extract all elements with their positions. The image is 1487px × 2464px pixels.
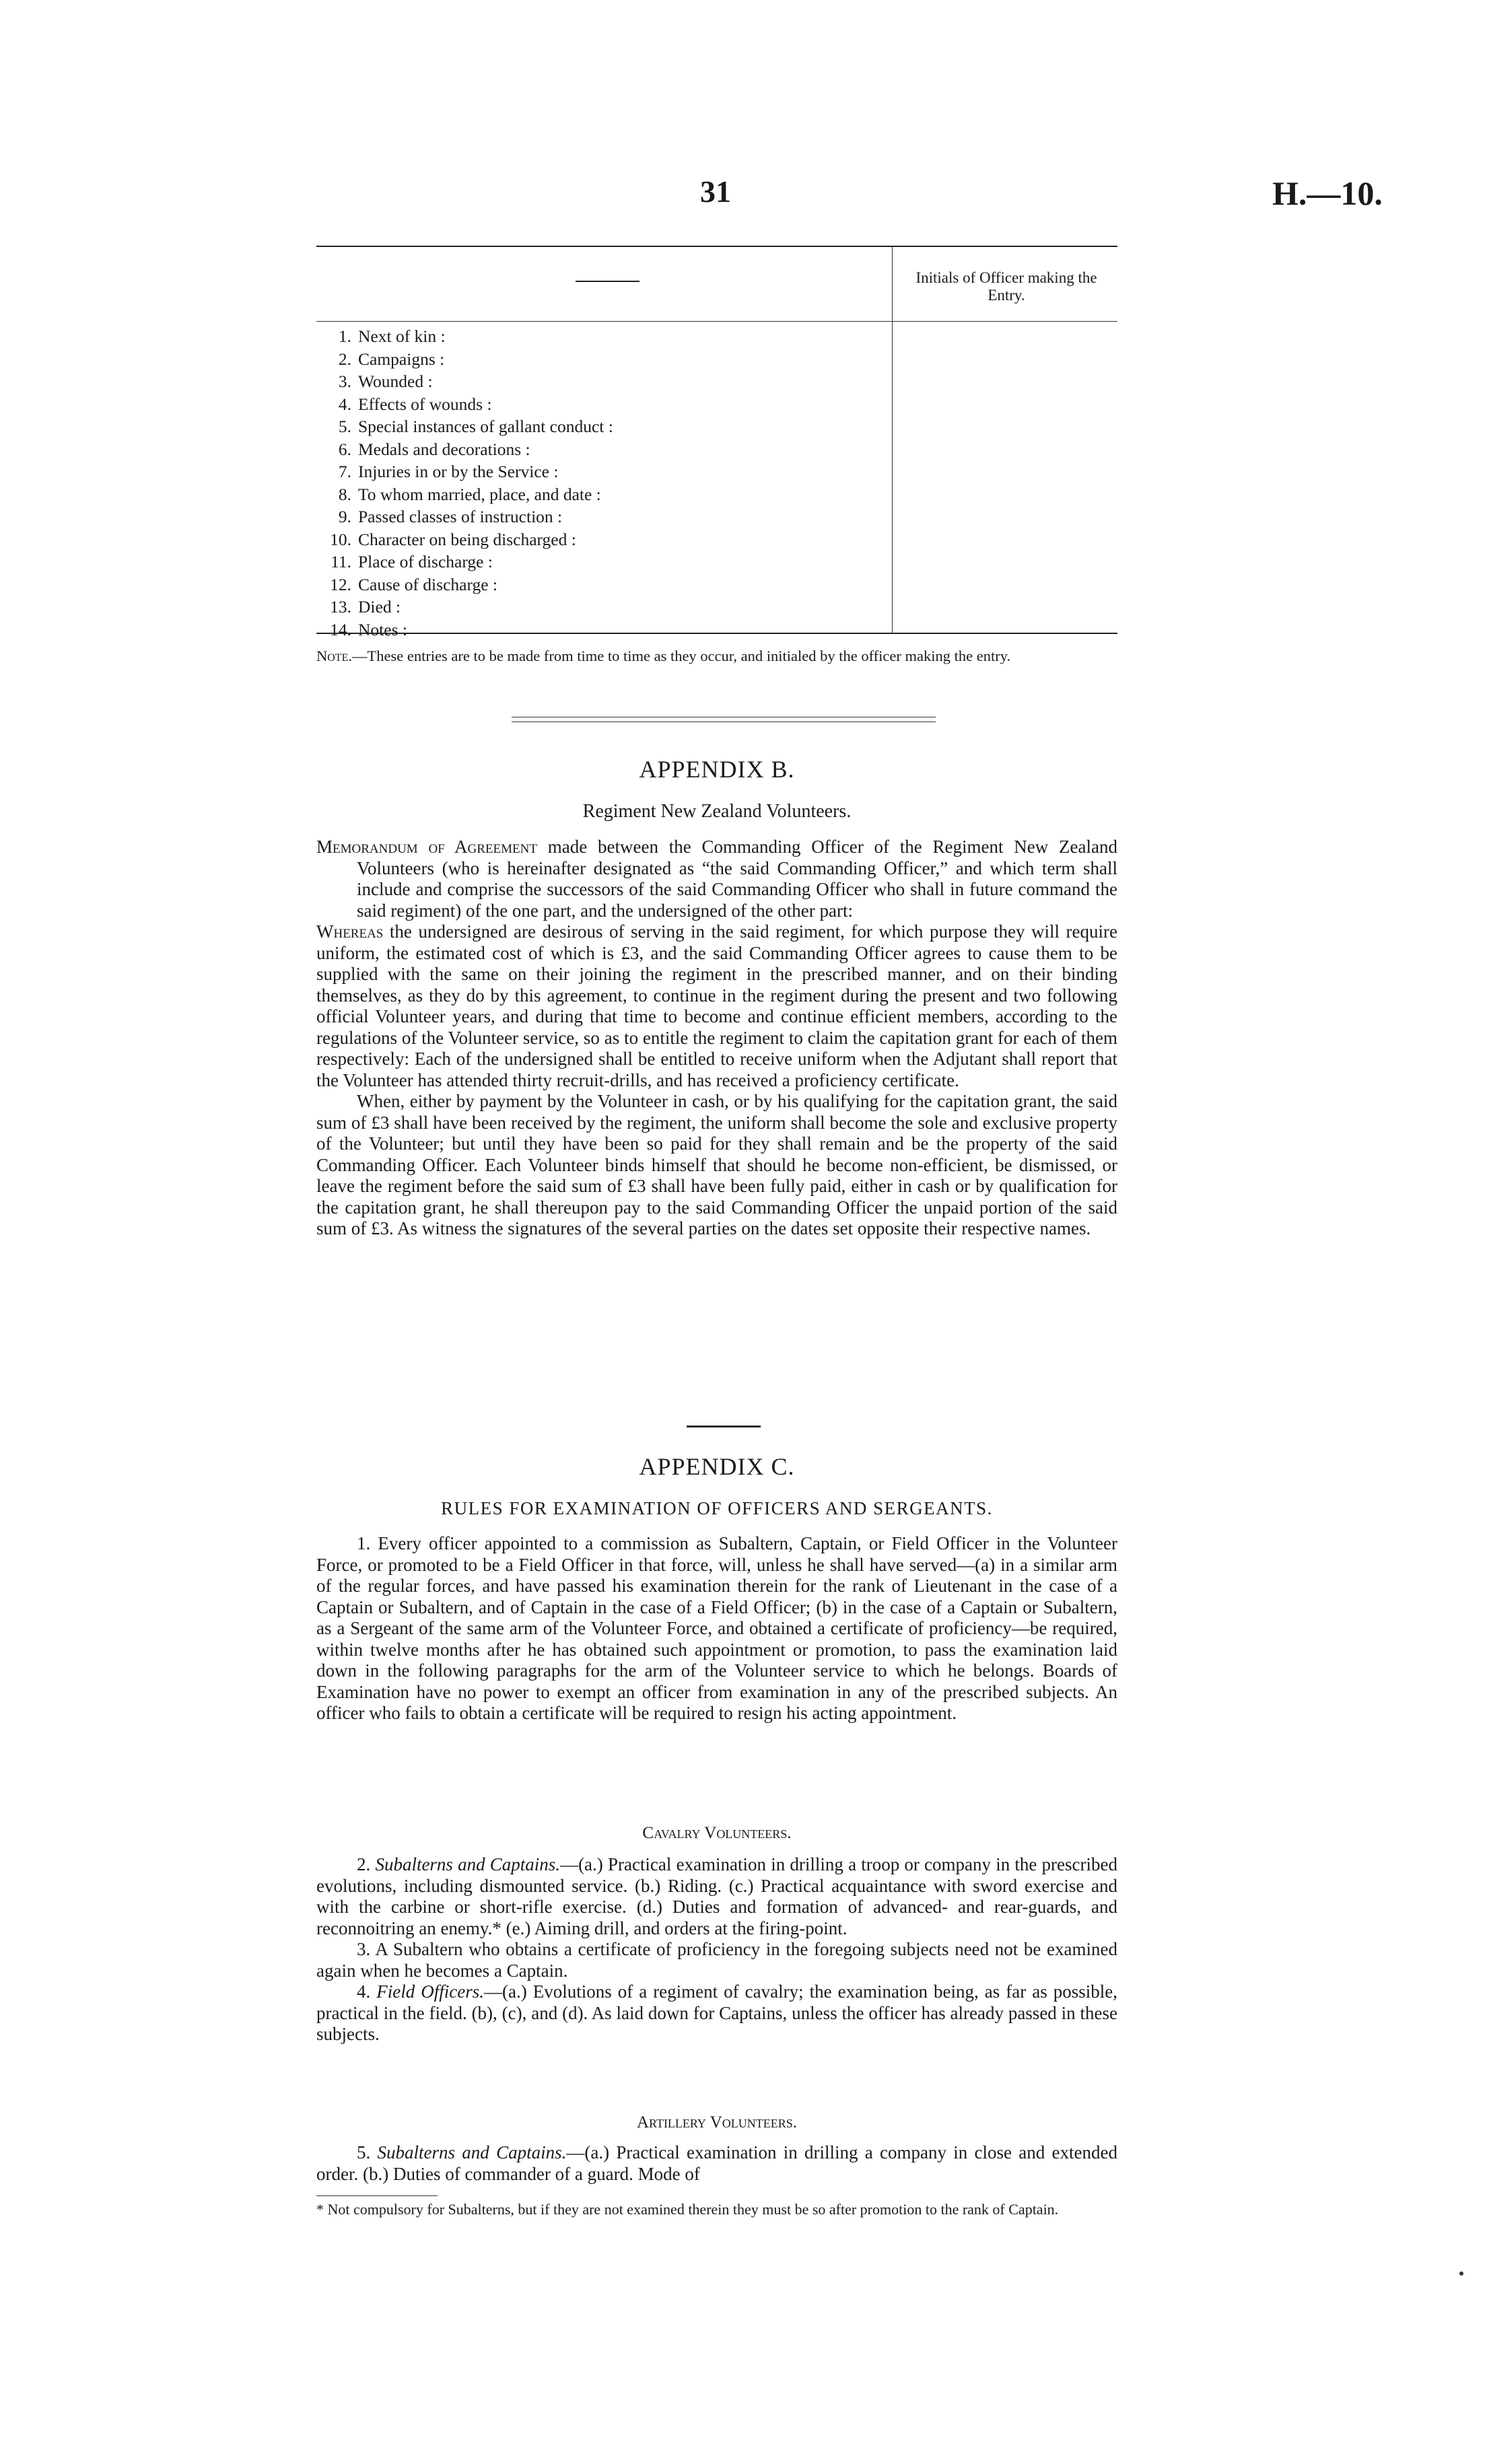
list-item: 12. Cause of discharge :	[330, 574, 498, 594]
cavalry-rules	[316, 1854, 1117, 2045]
list-item: 8. To whom married, place, and date :	[338, 484, 601, 504]
table-note: Note.—These entries are to be made from time to time as they occur, and initialed by the officer making the entry.	[316, 647, 1011, 664]
artillery-heading: Artillery Volunteers.	[636, 2113, 798, 2132]
document-reference: H.—10.	[1272, 174, 1383, 212]
appendix-b-title: APPENDIX B.	[639, 756, 795, 783]
table-top-rule	[316, 246, 1117, 247]
table-bottom-rule	[316, 633, 1117, 634]
list-item: 9. Passed classes of instruction :	[338, 507, 563, 526]
list-item: 10. Character on being discharged :	[330, 529, 576, 549]
appendix-b-subtitle: Regiment New Zealand Volunteers.	[582, 801, 852, 822]
memorandum-paragraph: Memorandum of Agreement made between the Commanding Officer of the Regiment New Zealand Volunteers (who is hereinafter designated as “the said Commanding Officer,” and which term shall include and comprise the successors of the said Commanding Officer who shall in future command the said regiment) of the one part, and the undersigned of the other part:	[316, 837, 1117, 921]
stray-mark	[1459, 2272, 1463, 2276]
list-item: 14. Notes :	[330, 619, 407, 639]
whereas-paragraph: Whereas the undersigned are desirous of serving in the said regiment, for which purpose they will require uniform, the estimated cost of which is £3, and the said Commanding Officer agrees to cause them to be supplied with the same on their joining the regiment in the prescribed manner, and on their binding themselves, as they do by this agreement, to continue in the regiment during the present and two following official Volunteer years, and during that time to become and continue efficient members, according to the regulations of the Volunteer service, so as to entitle the regiment to claim the capitation grant for each of them respectively: Each of the undersigned shall be entitled to receive uniform when the Adjutant shall report that the Volunteer has attended thirty recruit-drills, and has received a proficiency certificate.	[316, 921, 1117, 1090]
initials-column-header: Initials of Officer making the Entry.	[915, 269, 1097, 304]
rule-5: 5. Subalterns and Captains.—(a.) Practical examination in drilling a company in close and extended order. (b.) Duties of commander of a guard. Mode of	[316, 2142, 1117, 2184]
artillery-rules	[316, 2142, 1117, 2185]
list-item: 11. Place of discharge :	[331, 552, 493, 571]
register-table	[316, 246, 1117, 639]
appendix-b-body	[316, 837, 1117, 1240]
page-number: 31	[700, 174, 731, 209]
list-item: 3. Wounded :	[338, 372, 433, 391]
table-header-rule	[316, 321, 1117, 322]
list-item: 2. Campaigns :	[338, 349, 445, 369]
list-item: 1. Next of kin :	[338, 326, 446, 346]
rule-4: 4. Field Officers.—(a.) Evolutions of a regiment of cavalry; the examination being, as far as possible, practical in the field. (b), (c), and (d). As laid down for Captains, unless the officer has already passed in these subjects.	[316, 1981, 1117, 2044]
appendix-c-title: APPENDIX C.	[639, 1453, 795, 1480]
register-items	[316, 325, 613, 641]
table-column-divider	[892, 246, 893, 633]
footnote-rule	[316, 2195, 438, 2196]
section-divider	[687, 1425, 761, 1428]
cavalry-heading: Cavalry Volunteers.	[642, 1824, 792, 1842]
rule-3: 3. A Subaltern who obtains a certificate of proficiency in the foregoing subjects need not be examined again when he becomes a Captain.	[316, 1939, 1117, 1981]
list-item: 5. Special instances of gallant conduct :	[338, 417, 613, 436]
footnote: * Not compulsory for Subalterns, but if they are not examined therein they must be so after promotion to the rank of Captain.	[316, 2201, 1059, 2218]
section-divider	[512, 717, 936, 722]
list-item: 13. Died :	[330, 597, 401, 617]
list-item: 6. Medals and decorations :	[338, 439, 530, 459]
rule-2: 2. Subalterns and Captains.—(a.) Practical examination in drilling a troop or company in the prescribed evolutions, including dismounted service. (b.) Riding. (c.) Practical acquaintance with sword exercise and with the carbine or short-rifle exercise. (d.) Duties and formation of advanced- and rear-guards, and reconnoitring an enemy.* (e.) Aiming drill, and orders at the firing-point.	[316, 1854, 1117, 1938]
rule-1: 1. Every officer appointed to a commission as Subaltern, Captain, or Field Officer in the Volunteer Force, or promoted to be a Field Officer in that force, will, unless he shall have served—(a) in a similar arm of the regular forces, and have passed his examination therein for the rank of Lieutenant in the case of a Captain or Subaltern, and of Captain in the case of a Field Officer; (b) in the case of a Captain or Subaltern, as a Sergeant of the same arm of the Volunteer Force, and obtained a certificate of proficiency—be required, within twelve months after he has obtained such appointment or promotion, to pass the examination laid down in the following paragraphs for the arm of the Volunteer service to which he belongs. Boards of Examination have no power to exempt an officer from examination in any of the prescribed subjects. An officer who fails to obtain a certificate will be required to resign his acting appointment.	[316, 1533, 1117, 1723]
when-paragraph: When, either by payment by the Volunteer in cash, or by his qualifying for the capitation grant, the said sum of £3 shall have been received by the regiment, the uniform shall become the sole and exclusive property of the Volunteer; but until they have been so paid for they shall remain and be the property of the said Commanding Officer. Each Volunteer binds himself that should he become non-efficient, be dismissed, or leave the regiment before the said sum of £3 shall have been fully paid, either in cash or by qualification for the capitation grant, he shall thereupon pay to the said Commanding Officer the unpaid portion of the said sum of £3. As witness the signatures of the several parties on the dates set opposite their respective names.	[316, 1091, 1117, 1238]
left-column-dash	[576, 281, 639, 282]
list-item: 4. Effects of wounds :	[338, 394, 492, 414]
appendix-c-subtitle: RULES FOR EXAMINATION OF OFFICERS AND SERGEANTS.	[441, 1498, 993, 1518]
list-item: 7. Injuries in or by the Service :	[338, 462, 559, 481]
